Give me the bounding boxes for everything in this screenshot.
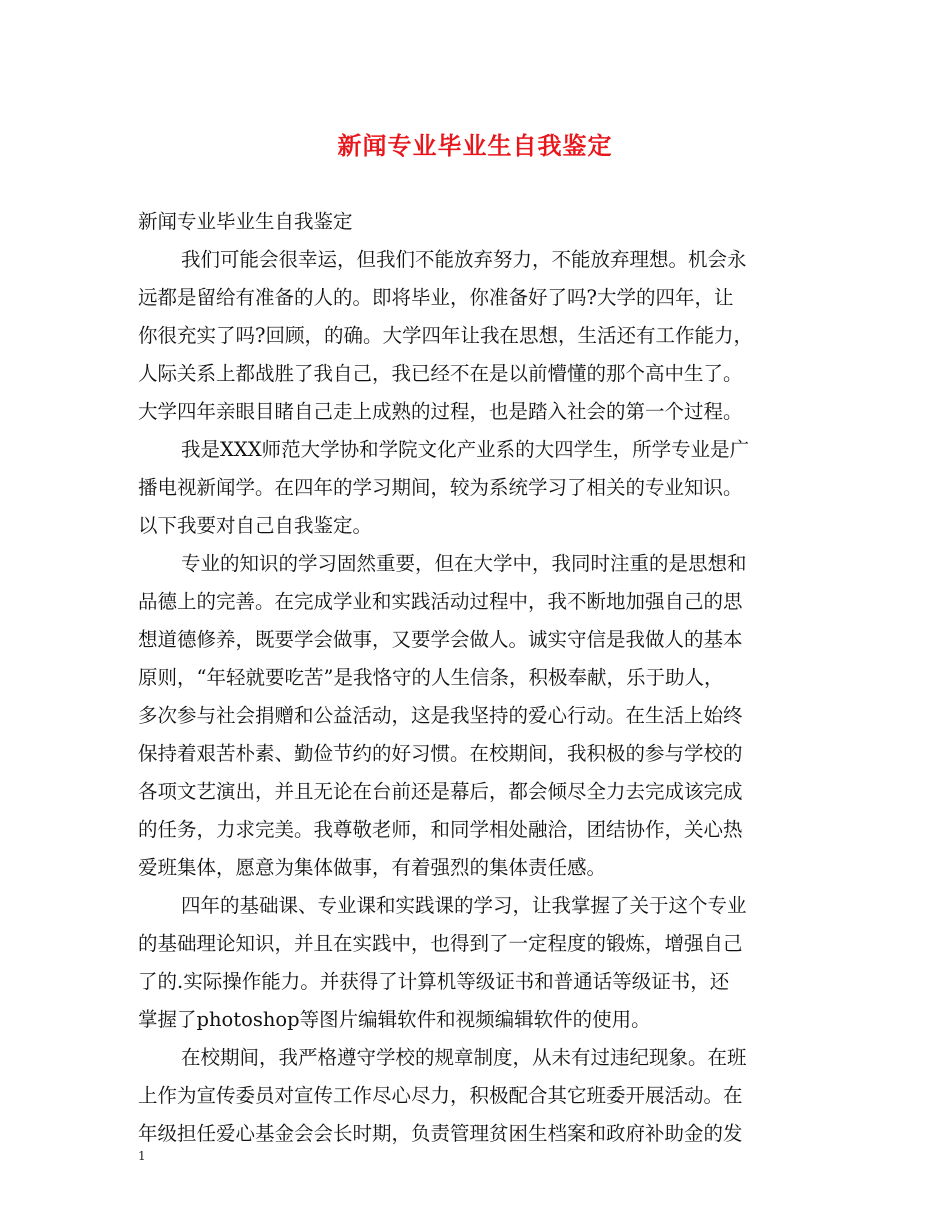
text-line: 上作为宣传委员对宣传工作尽心尽力，积极配合其它班委开展活动。在 (138, 1084, 743, 1107)
page-number: 1 (138, 1149, 146, 1163)
text-line: 我是XXX师范大学协和学院文化产业系的大四学生，所学专业是广 (181, 438, 750, 461)
text-line: 的任务，力求完美。我尊敬老师，和同学相处融洽，团结协作，关心热 (138, 818, 743, 841)
text-line: 年级担任爱心基金会会长时期，负责管理贫困生档案和政府补助金的发 (138, 1122, 743, 1145)
text-line: 大学四年亲眼目睹自己走上成熟的过程，也是踏入社会的第一个过程。 (138, 400, 743, 423)
text-line: 各项文艺演出，并且无论在台前还是幕后，都会倾尽全力去完成该完成 (138, 780, 743, 803)
text-line: 原则，“年轻就要吃苦”是我恪守的人生信条，积极奉献，乐于助人， (138, 666, 724, 689)
text-line: 品德上的完善。在完成学业和实践活动过程中，我不断地加强自己的思 (138, 590, 743, 613)
text-line: 多次参与社会捐赠和公益活动，这是我坚持的爱心行动。在生活上始终 (138, 704, 743, 727)
text-line: 远都是留给有准备的人的。即将毕业，你准备好了吗?大学的四年，让 (138, 286, 734, 309)
text-line: 以下我要对自己自我鉴定。 (138, 514, 373, 537)
text-line: 了的.实际操作能力。并获得了计算机等级证书和普通话等级证书，还 (138, 970, 730, 993)
text-line: 专业的知识的学习固然重要，但在大学中，我同时注重的是思想和 (181, 552, 747, 575)
document-body (138, 203, 818, 1153)
text-line: 新闻专业毕业生自我鉴定 (138, 210, 353, 233)
text-line: 播电视新闻学。在四年的学习期间，较为系统学习了相关的专业知识。 (138, 476, 743, 499)
text-line: 人际关系上都战胜了我自己，我已经不在是以前懵懂的那个高中生了。 (138, 362, 743, 385)
text-line: 想道德修养，既要学会做事，又要学会做人。诚实守信是我做人的基本 (138, 628, 743, 651)
text-line: 保持着艰苦朴素、勤俭节约的好习惯。在校期间，我积极的参与学校的 (138, 742, 743, 765)
text-line: 的基础理论知识，并且在实践中，也得到了一定程度的锻炼，增强自己 (138, 932, 743, 955)
text-line: 爱班集体，愿意为集体做事，有着强烈的集体责任感。 (138, 856, 607, 879)
text-line: 四年的基础课、专业课和实践课的学习，让我掌握了关于这个专业 (181, 894, 747, 917)
document-title: 新闻专业毕业生自我鉴定 (337, 132, 613, 160)
text-line: 你很充实了吗?回顾，的确。大学四年让我在思想，生活还有工作能力， (138, 324, 753, 347)
text-line: 掌握了photoshop等图片编辑软件和视频编辑软件的使用。 (138, 1008, 651, 1031)
text-line: 在校期间，我严格遵守学校的规章制度，从未有过违纪现象。在班 (181, 1046, 747, 1069)
text-line: 我们可能会很幸运，但我们不能放弃努力，不能放弃理想。机会永 (181, 248, 747, 271)
